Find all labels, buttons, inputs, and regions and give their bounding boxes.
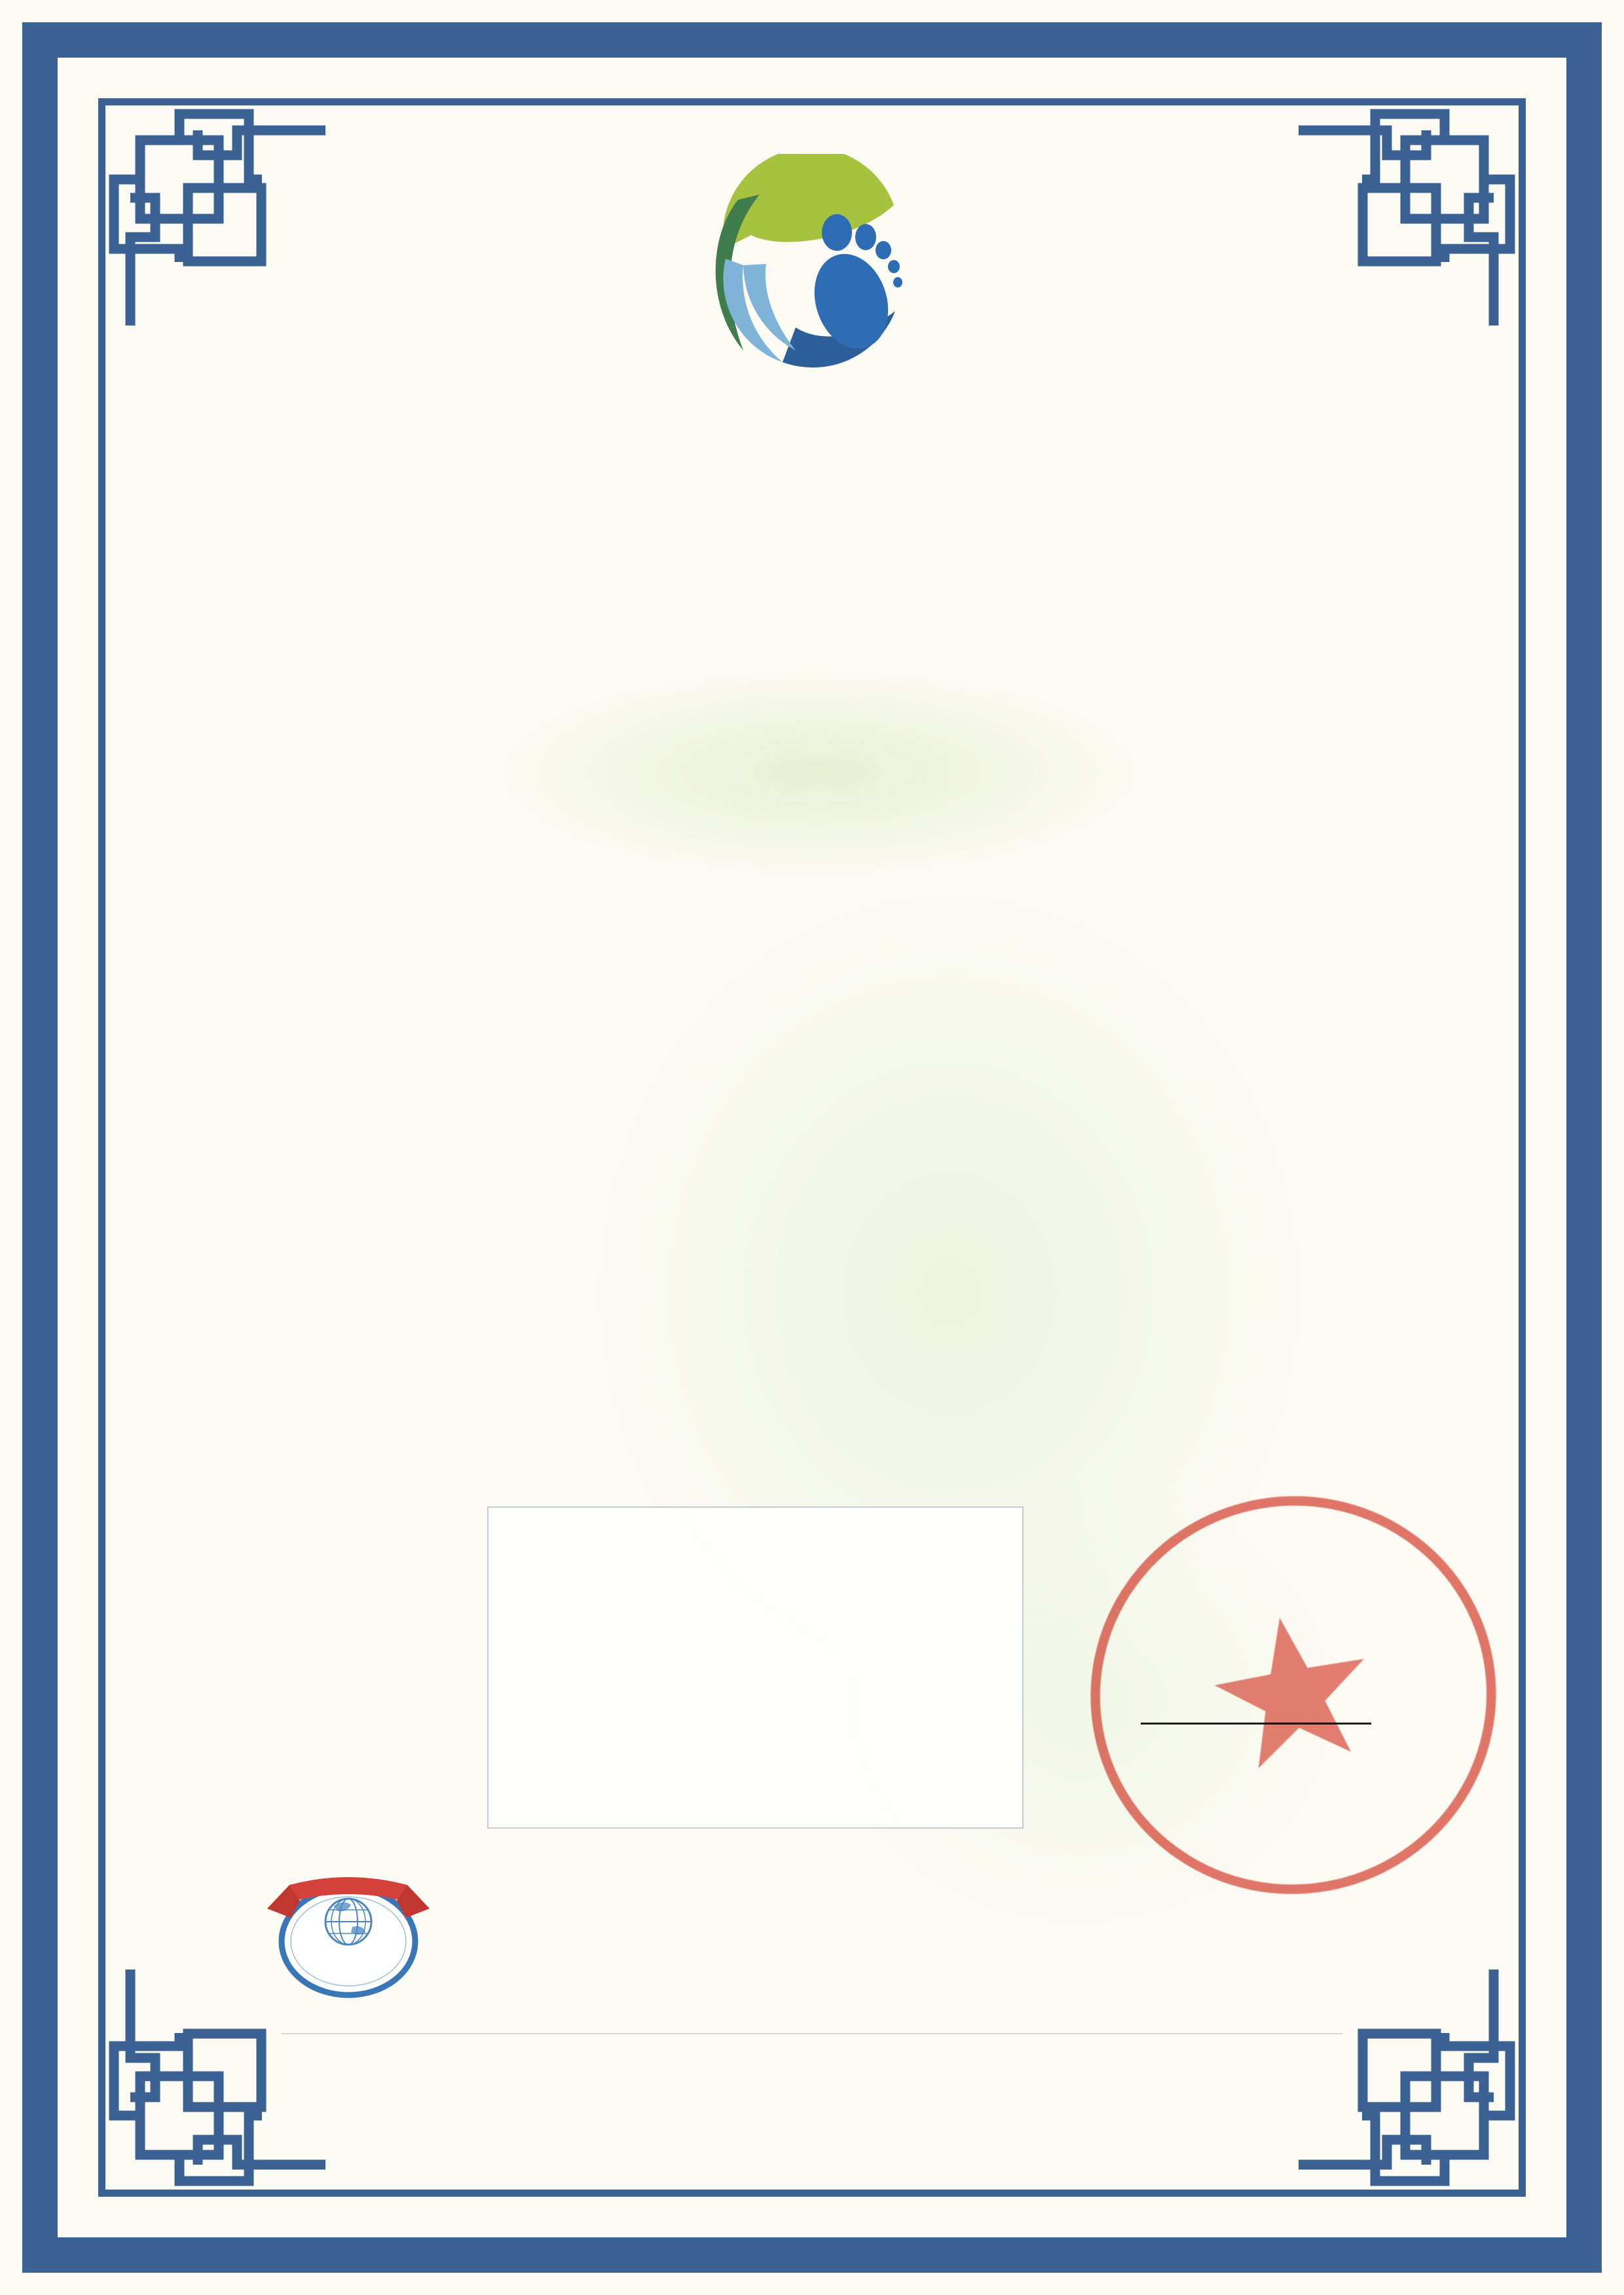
- corner-ornament-bottom-right: [1295, 1966, 1531, 2202]
- red-company-stamp: [1050, 1452, 1536, 1937]
- carbon-footprint-logo: [704, 154, 920, 416]
- stage-footprint-chart: [487, 1506, 1024, 1829]
- eacc-emblem: [261, 1868, 436, 2002]
- corner-ornament-top-right: [1295, 93, 1531, 329]
- footer-divider: [282, 2033, 1342, 2034]
- qr-code: [282, 1521, 416, 1655]
- corner-ornament-top-left: [93, 93, 329, 329]
